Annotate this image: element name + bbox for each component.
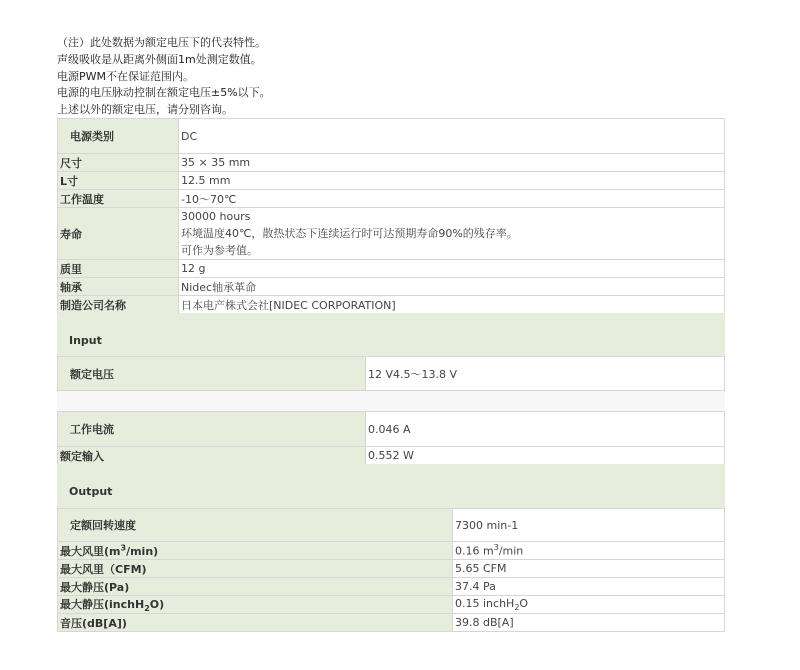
rated-voltage-label: 额定电压 [58,357,366,391]
size-label: 尺寸 [58,154,179,172]
current-value: 0.046 A [366,412,725,447]
power-type-label: 电源类别 [58,119,179,154]
pressure-pa-value: 37.4 Pa [453,578,725,596]
section-gap [57,391,725,411]
output-section-title: Output [69,485,113,498]
spec-row-power-type [58,119,725,154]
spec-row-maker [58,296,725,314]
airflow-m3-label [58,542,453,560]
output-row-airflow-cfm [58,560,725,578]
pressure-in-label [58,596,453,614]
note-line: 上述以外的额定电压，请分别咨询。 [57,103,233,117]
pressure-in-value-tail: O [519,597,529,610]
note-line: 声级吸收是从距离外侧面1m处测定数值。 [57,52,262,66]
input-section-title: Input [69,334,102,347]
size-value: 35 × 35 mm [179,154,725,172]
temp-value: -10～70℃ [179,190,725,208]
input-row-current [58,412,725,447]
pressure-in-label-tail: O) [149,598,165,611]
life-reference: 可作为参考值。 [181,244,258,257]
airflow-m3-value [453,542,725,560]
speed-label: 定额回转速度 [58,509,453,542]
spec-row-mass [58,260,725,278]
bearing-label: 轴承 [58,278,179,296]
airflow-cfm-label: 最大风里（CFM) [58,560,453,578]
pressure-in-label-text: 最大静压(inchH [60,598,145,611]
output-row-speed [58,509,725,542]
spec-row-l-size [58,172,725,190]
mass-value: 12 g [179,260,725,278]
input-section-header [57,313,725,356]
input-row-rated-input [58,447,725,465]
notes [57,35,271,119]
input-voltage-table [57,356,725,391]
output-section-header [57,464,725,508]
speed-value: 7300 min-1 [453,509,725,542]
pressure-pa-label: 最大静压(Pa) [58,578,453,596]
output-row-pressure-pa [58,578,725,596]
noise-label: 音压(dB[A]) [58,614,453,632]
life-label: 寿命 [58,208,179,260]
airflow-m3-label-text: 最大风里(m [60,544,121,558]
pressure-in-label-sub: 2 [144,604,150,614]
current-label: 工作电流 [58,412,366,447]
note-line: 电源的电压脉动控制在额定电压±5%以下。 [57,86,271,100]
l-size-value: 12.5 mm [179,172,725,190]
spec-row-size [58,154,725,172]
mass-label: 质里 [58,260,179,278]
life-value [179,208,725,260]
life-condition: 环境温度40℃，散热状态下连续运行时可达预期寿命90%的残存率。 [181,227,518,240]
output-row-pressure-in [58,596,725,614]
maker-label: 制造公司名称 [58,296,179,314]
spec-row-life [58,208,725,260]
spec-table [57,118,725,314]
airflow-m3-label-sup: 3 [120,542,127,552]
airflow-m3-value-sup: 3 [493,543,499,553]
rated-voltage-value: 12 V4.5～13.8 V [366,357,725,391]
rated-input-value: 0.552 W [366,447,725,465]
airflow-m3-value-text: 0.16 m [455,544,494,558]
input-current-table [57,411,725,465]
input-row-rated-voltage [58,357,725,391]
bearing-value: Nidec轴承革命 [179,278,725,296]
pressure-in-value [453,596,725,614]
note-line: 电源PWM不在保证范围内。 [57,69,194,83]
output-row-airflow-m3 [58,542,725,560]
rated-input-label: 额定输入 [58,447,366,465]
l-size-label: L寸 [58,172,179,190]
maker-value: 日本电产株式会社[NIDEC CORPORATION] [179,296,725,314]
output-table [57,508,725,632]
power-type-value: DC [179,119,725,154]
pressure-in-value-sub: 2 [514,603,520,613]
noise-value: 39.8 dB[A] [453,614,725,632]
airflow-cfm-value: 5.65 CFM [453,560,725,578]
life-hours: 30000 hours [181,210,251,223]
note-line: （注）此处数据为额定电压下的代表特性。 [57,36,266,49]
output-row-noise [58,614,725,632]
spec-row-temp [58,190,725,208]
pressure-in-value-text: 0.15 inchH [455,597,515,610]
temp-label: 工作温度 [58,190,179,208]
spec-row-bearing [58,278,725,296]
airflow-m3-value-tail: /min [498,544,524,558]
airflow-m3-label-tail: /min) [126,544,159,558]
